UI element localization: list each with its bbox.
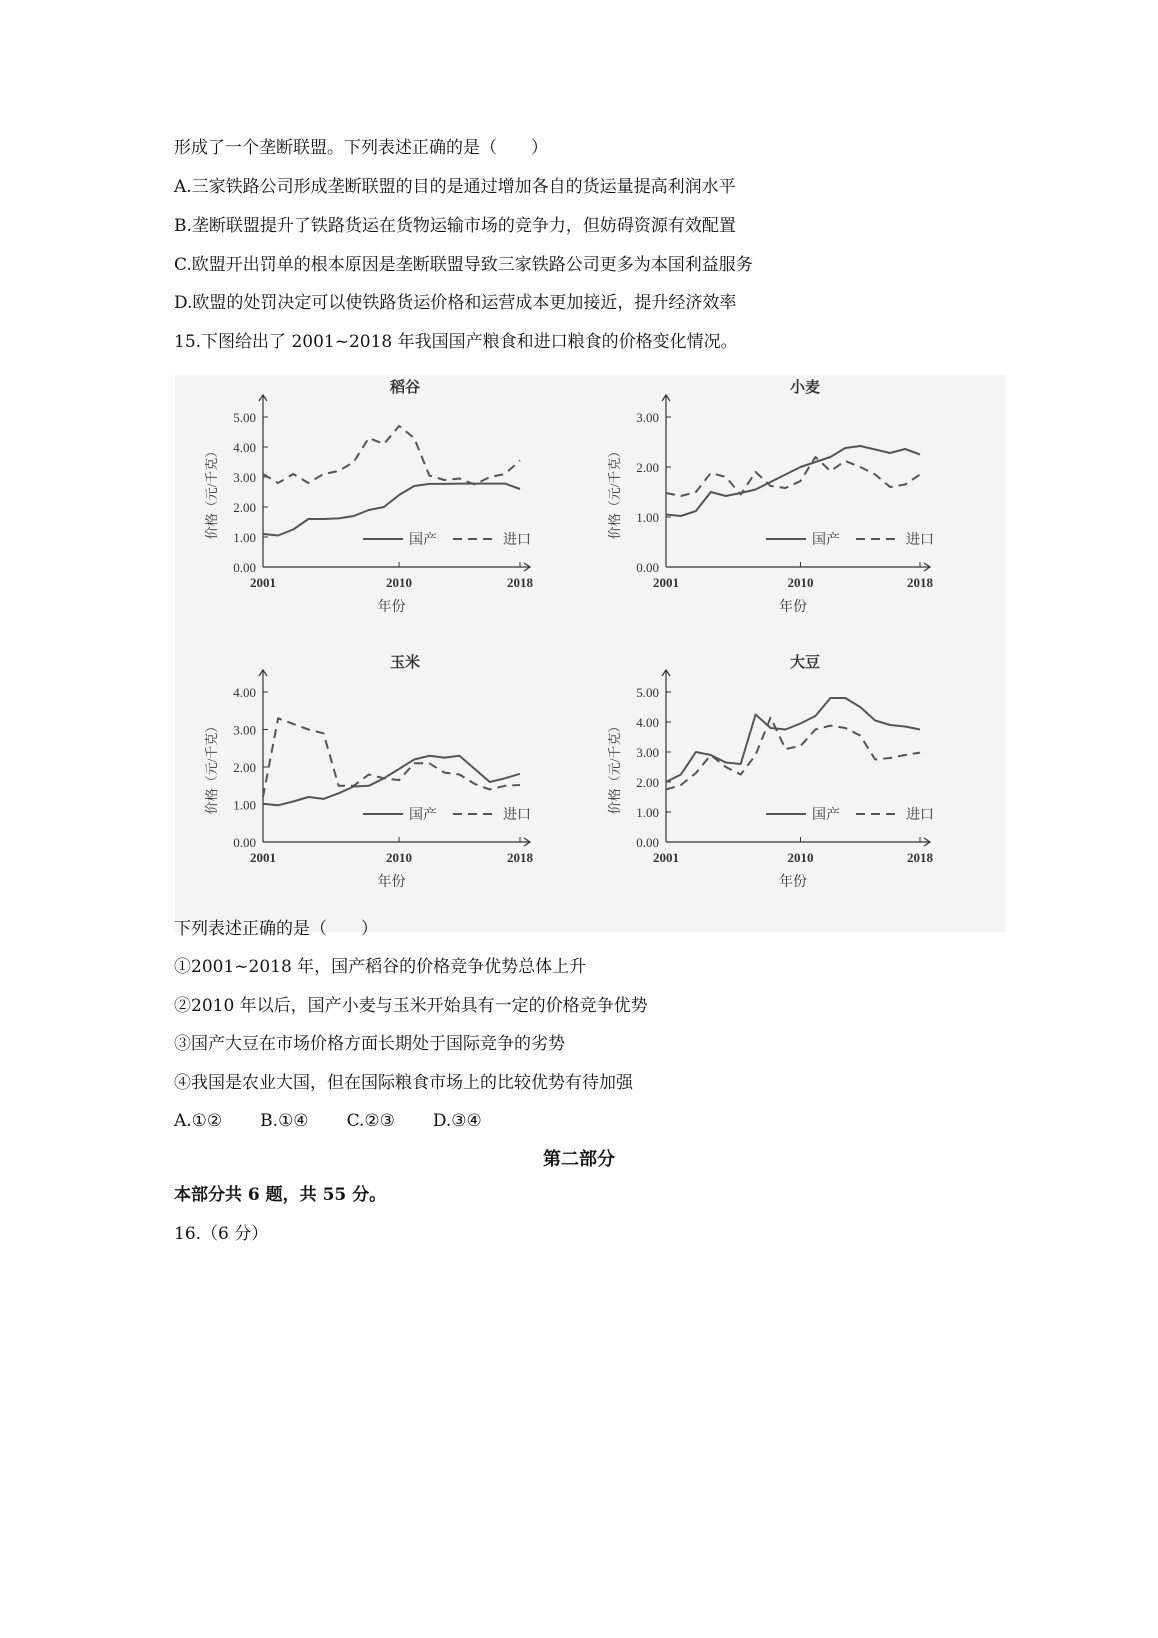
q14-option-a: A.三家铁路公司形成垄断联盟的目的是通过增加各自的货运量提高利润水平 xyxy=(174,177,736,197)
chart-title-corn: 玉米 xyxy=(389,655,421,671)
series-line-wheat-domestic xyxy=(666,446,920,516)
grain-price-figure xyxy=(175,375,1005,932)
x-tick-label-rice: 2010 xyxy=(386,575,413,590)
q14-option-b: B.垄断联盟提升了铁路货运在货物运输市场的竞争力，但妨碍资源有效配置 xyxy=(174,216,736,236)
y-tick-label-soybean: 4.00 xyxy=(636,715,659,730)
q15-statement-4: ④我国是农业大国，但在国际粮食市场上的比较优势有待加强 xyxy=(174,1073,633,1093)
q14-option-c: C.欧盟开出罚单的根本原因是垄断联盟导致三家铁路公司更多为本国利益服务 xyxy=(174,255,753,275)
x-tick-label-soybean: 2018 xyxy=(907,850,933,865)
series-line-rice-import xyxy=(263,426,520,485)
q15-choice-b[interactable]: B.①④ xyxy=(260,1111,309,1131)
x-tick-label-wheat: 2010 xyxy=(787,575,814,590)
q15-choice-c[interactable]: C.②③ xyxy=(346,1111,395,1131)
x-tick-label-wheat: 2001 xyxy=(653,575,679,590)
q14-option-d: D.欧盟的处罚决定可以使铁路货运价格和运营成本更加接近，提升经济效率 xyxy=(174,293,737,313)
x-axis-label-soybean: 年份 xyxy=(779,875,807,890)
x-tick-label-corn: 2001 xyxy=(250,850,276,865)
x-tick-label-wheat: 2018 xyxy=(907,575,933,590)
q15-choice-a[interactable]: A.①② xyxy=(174,1111,223,1131)
x-tick-label-soybean: 2010 xyxy=(787,850,814,865)
legend-label-import-corn: 进口 xyxy=(503,808,531,823)
x-tick-label-corn: 2018 xyxy=(507,850,533,865)
y-tick-label-corn: 3.00 xyxy=(233,722,256,738)
legend-label-import-wheat: 进口 xyxy=(906,533,934,548)
q15-prompt: 下列表述正确的是（ ） xyxy=(174,919,378,939)
q15-statement-1: ①2001~2018 年，国产稻谷的价格竞争优势总体上升 xyxy=(174,957,587,977)
y-tick-label-corn: 0.00 xyxy=(233,835,256,850)
legend-label-domestic-soybean: 国产 xyxy=(812,808,840,823)
part2-title: 第二部分 xyxy=(543,1149,615,1170)
y-tick-label-wheat: 2.00 xyxy=(636,460,659,475)
chart-title-soybean: 大豆 xyxy=(789,655,821,671)
y-axis-label-soybean: 价格（元/千克） xyxy=(607,719,622,815)
legend-label-import-soybean: 进口 xyxy=(906,808,934,823)
x-axis-label-rice: 年份 xyxy=(377,600,406,615)
x-axis-label-wheat: 年份 xyxy=(779,600,807,615)
q15-choice-d[interactable]: D.③④ xyxy=(432,1111,482,1131)
legend-label-import-rice: 进口 xyxy=(503,533,531,548)
y-tick-label-rice: 5.00 xyxy=(233,410,256,425)
y-tick-label-wheat: 3.00 xyxy=(636,410,659,425)
y-tick-label-rice: 2.00 xyxy=(233,500,256,515)
y-axis-label-rice: 价格（元/千克） xyxy=(204,444,219,540)
x-tick-label-soybean: 2001 xyxy=(653,850,679,865)
legend-label-domestic-rice: 国产 xyxy=(409,533,437,548)
series-line-corn-import xyxy=(263,718,520,797)
y-tick-label-rice: 0.00 xyxy=(233,560,256,575)
q15-intro: 15.下图给出了 2001~2018 年我国国产粮食和进口粮食的价格变化情况。 xyxy=(174,332,738,352)
y-tick-label-soybean: 5.00 xyxy=(636,685,659,700)
y-axis-label-corn: 价格（元/千克） xyxy=(204,719,219,815)
y-tick-label-corn: 4.00 xyxy=(233,685,256,700)
chart-title-wheat: 小麦 xyxy=(789,380,821,396)
y-tick-label-corn: 1.00 xyxy=(233,797,256,813)
y-tick-label-wheat: 1.00 xyxy=(636,510,659,525)
y-tick-label-corn: 2.00 xyxy=(233,760,256,775)
legend-label-domestic-wheat: 国产 xyxy=(812,533,840,548)
q15-choices xyxy=(174,1109,520,1133)
chart-title-rice: 稻谷 xyxy=(389,380,421,396)
y-tick-label-rice: 4.00 xyxy=(233,440,256,455)
x-axis-label-corn: 年份 xyxy=(377,875,406,890)
series-line-corn-domestic xyxy=(263,756,520,806)
part2-desc: 本部分共 6 题，共 55 分。 xyxy=(174,1185,387,1205)
x-tick-label-rice: 2001 xyxy=(250,575,276,590)
series-line-soybean-domestic xyxy=(666,698,920,782)
x-tick-label-corn: 2010 xyxy=(386,850,413,865)
q14-stem-tail: 形成了一个垄断联盟。下列表述正确的是（ ） xyxy=(174,138,548,158)
series-line-rice-domestic xyxy=(263,484,520,536)
q15-statement-2: ②2010 年以后，国产小麦与玉米开始具有一定的价格竞争优势 xyxy=(174,996,648,1016)
grain-price-charts xyxy=(175,375,1005,932)
series-line-wheat-import xyxy=(666,457,920,496)
legend-label-domestic-corn: 国产 xyxy=(409,808,437,823)
y-axis-label-wheat: 价格（元/千克） xyxy=(607,444,622,540)
y-tick-label-rice: 1.00 xyxy=(233,530,256,545)
y-tick-label-soybean: 0.00 xyxy=(636,835,659,850)
y-tick-label-soybean: 2.00 xyxy=(636,775,659,790)
y-tick-label-soybean: 3.00 xyxy=(636,745,659,760)
x-tick-label-rice: 2018 xyxy=(507,575,533,590)
y-tick-label-soybean: 1.00 xyxy=(636,805,659,820)
y-tick-label-rice: 3.00 xyxy=(233,470,256,485)
q16-header: 16.（6 分） xyxy=(174,1224,269,1244)
q15-statement-3: ③国产大豆在市场价格方面长期处于国际竞争的劣势 xyxy=(174,1034,565,1054)
y-tick-label-wheat: 0.00 xyxy=(636,560,659,575)
